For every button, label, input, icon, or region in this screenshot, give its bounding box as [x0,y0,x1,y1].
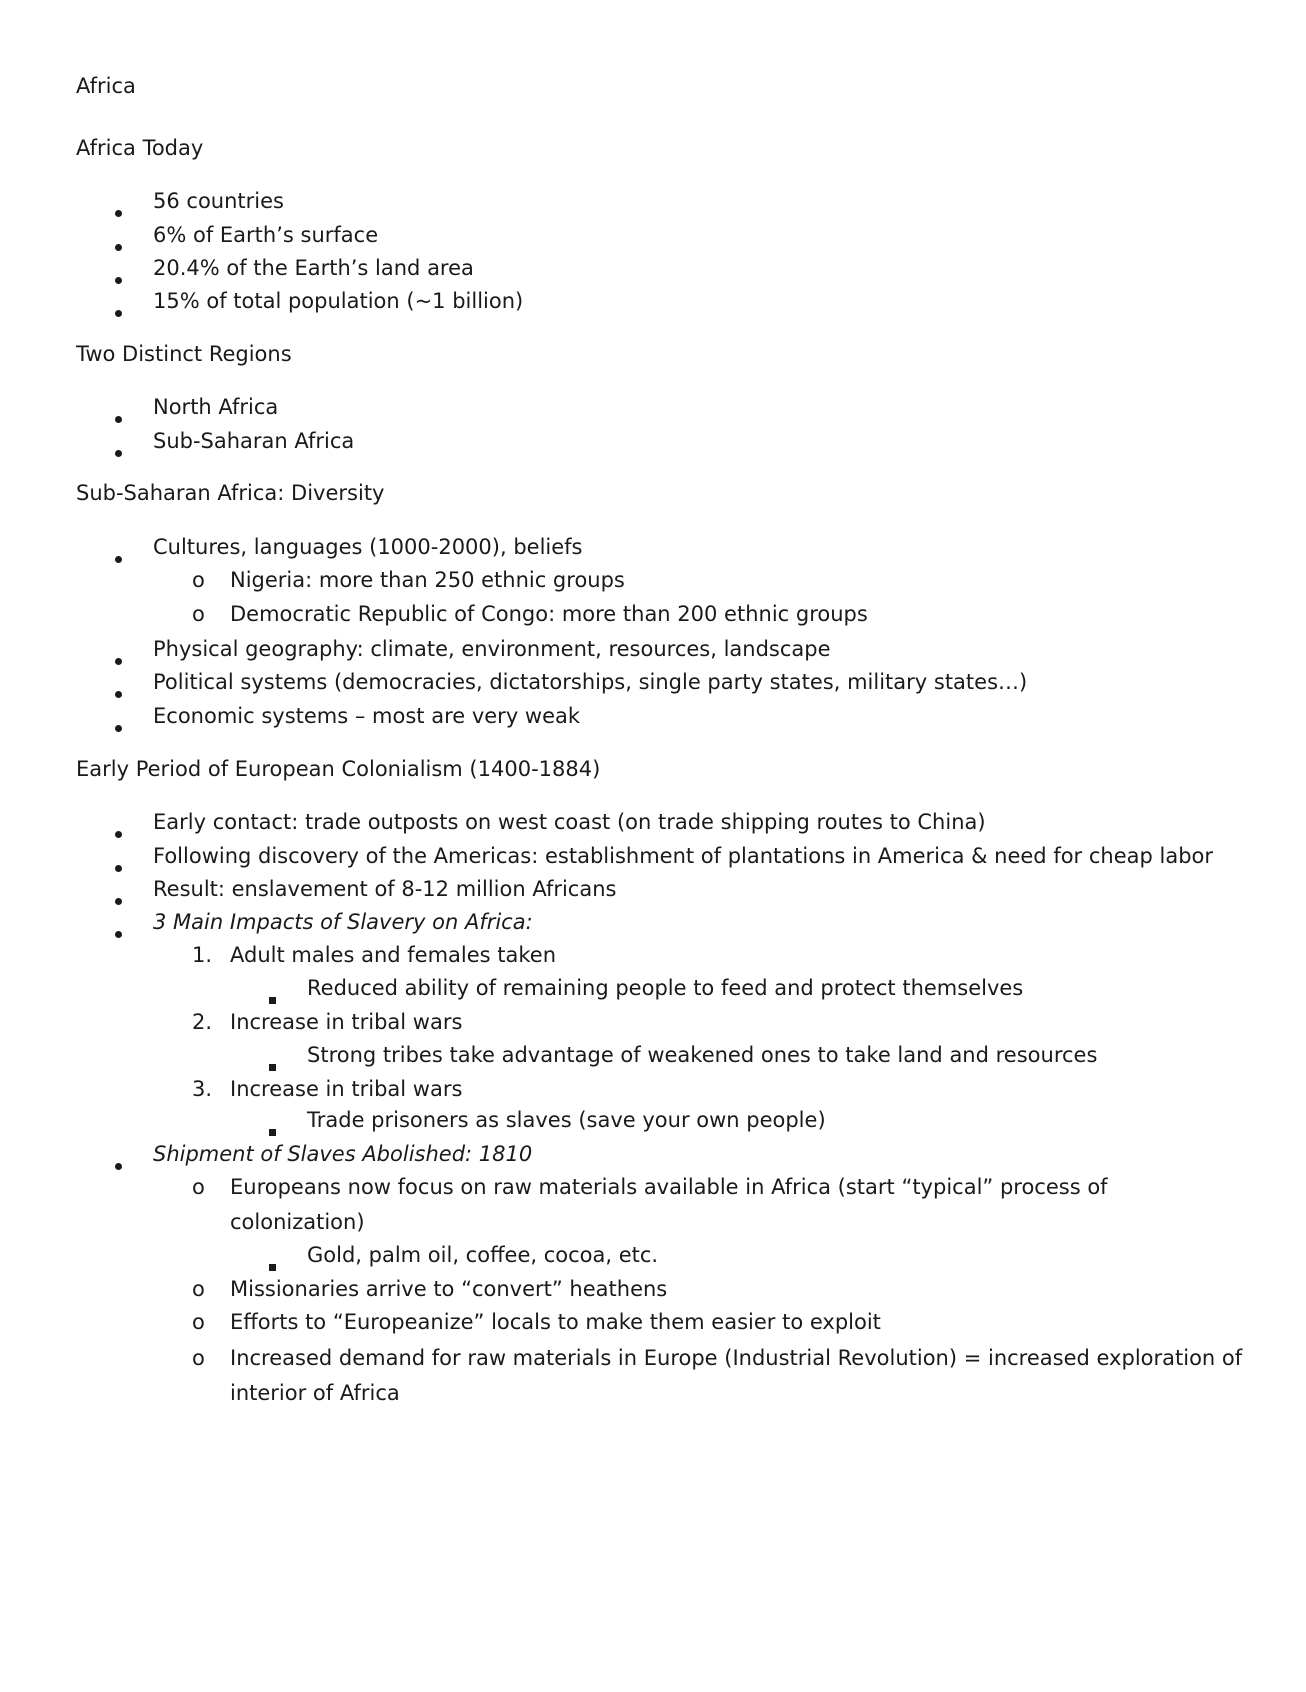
bullet-icon [115,821,122,842]
bullet-icon [115,440,122,461]
list-item: Strong tribes take advantage of weakened ones to take land and resources [307,1043,1098,1067]
circle-bullet-icon: o [192,1175,205,1199]
circle-bullet-icon: o [192,1310,205,1334]
bullet-icon [115,546,122,567]
square-bullet-icon [269,1254,276,1275]
section-heading-colonialism: Early Period of European Colonialism (1400-1884) [76,757,601,781]
list-item: Democratic Republic of Congo: more than 200 ethnic groups [230,602,868,626]
list-item: Physical geography: climate, environment, resources, landscape [153,637,831,661]
bullet-icon [115,715,122,736]
list-item: Trade prisoners as slaves (save your own people) [307,1108,826,1132]
bullet-icon [115,888,122,909]
list-item: Early contact: trade outposts on west coast (on trade shipping routes to China) [153,810,986,834]
list-item: Missionaries arrive to “convert” heathens [230,1277,668,1301]
list-item: 20.4% of the Earth’s land area [153,256,474,280]
circle-bullet-icon: o [192,568,205,592]
circle-bullet-icon: o [192,1346,205,1370]
bullet-icon [115,406,122,427]
list-item: Adult males and females taken [230,943,557,967]
list-item: 6% of Earth’s surface [153,223,379,247]
section-heading-two-regions: Two Distinct Regions [76,342,292,366]
document-title: Africa [76,74,136,98]
list-item: Increase in tribal wars [230,1077,463,1101]
bullet-icon [115,300,122,321]
list-item: North Africa [153,395,279,419]
bullet-icon [115,200,122,221]
list-item: Reduced ability of remaining people to feed and protect themselves [307,976,1024,1000]
bullet-icon [115,648,122,669]
bullet-icon [115,855,122,876]
list-number: 3. [192,1077,213,1101]
list-item-continuation: interior of Africa [230,1381,400,1405]
bullet-icon [115,921,122,942]
square-bullet-icon [269,1054,276,1075]
circle-bullet-icon: o [192,602,205,626]
list-item: Efforts to “Europeanize” locals to make them easier to exploit [230,1310,881,1334]
list-item: Following discovery of the Americas: establishment of plantations in America & need for cheap labor [153,844,1214,868]
list-item: 3 Main Impacts of Slavery on Africa: [153,910,533,934]
list-item: Political systems (democracies, dictatorships, single party states, military states…) [153,670,1028,694]
bullet-icon [115,234,122,255]
list-item: Cultures, languages (1000-2000), beliefs [153,535,583,559]
list-number: 1. [192,943,213,967]
list-item: Shipment of Slaves Abolished: 1810 [153,1142,533,1166]
bullet-icon [115,267,122,288]
circle-bullet-icon: o [192,1277,205,1301]
list-item: Increased demand for raw materials in Europe (Industrial Revolution) = increased exploration of [230,1346,1243,1370]
list-item: Nigeria: more than 250 ethnic groups [230,568,625,592]
list-item: Sub-Saharan Africa [153,429,355,453]
list-item-continuation: colonization) [230,1210,365,1234]
list-number: 2. [192,1010,213,1034]
list-item: Gold, palm oil, coffee, cocoa, etc. [307,1243,659,1267]
list-item: Economic systems – most are very weak [153,704,581,728]
section-heading-africa-today: Africa Today [76,136,204,160]
list-item: Europeans now focus on raw materials available in Africa (start “typical” process of [230,1175,1108,1199]
bullet-icon [115,1153,122,1174]
section-heading-diversity: Sub-Saharan Africa: Diversity [76,481,385,505]
list-item: 15% of total population (~1 billion) [153,289,524,313]
list-item: 56 countries [153,189,284,213]
square-bullet-icon [269,1119,276,1140]
bullet-icon [115,681,122,702]
list-item: Result: enslavement of 8-12 million Africans [153,877,617,901]
square-bullet-icon [269,987,276,1008]
list-item: Increase in tribal wars [230,1010,463,1034]
